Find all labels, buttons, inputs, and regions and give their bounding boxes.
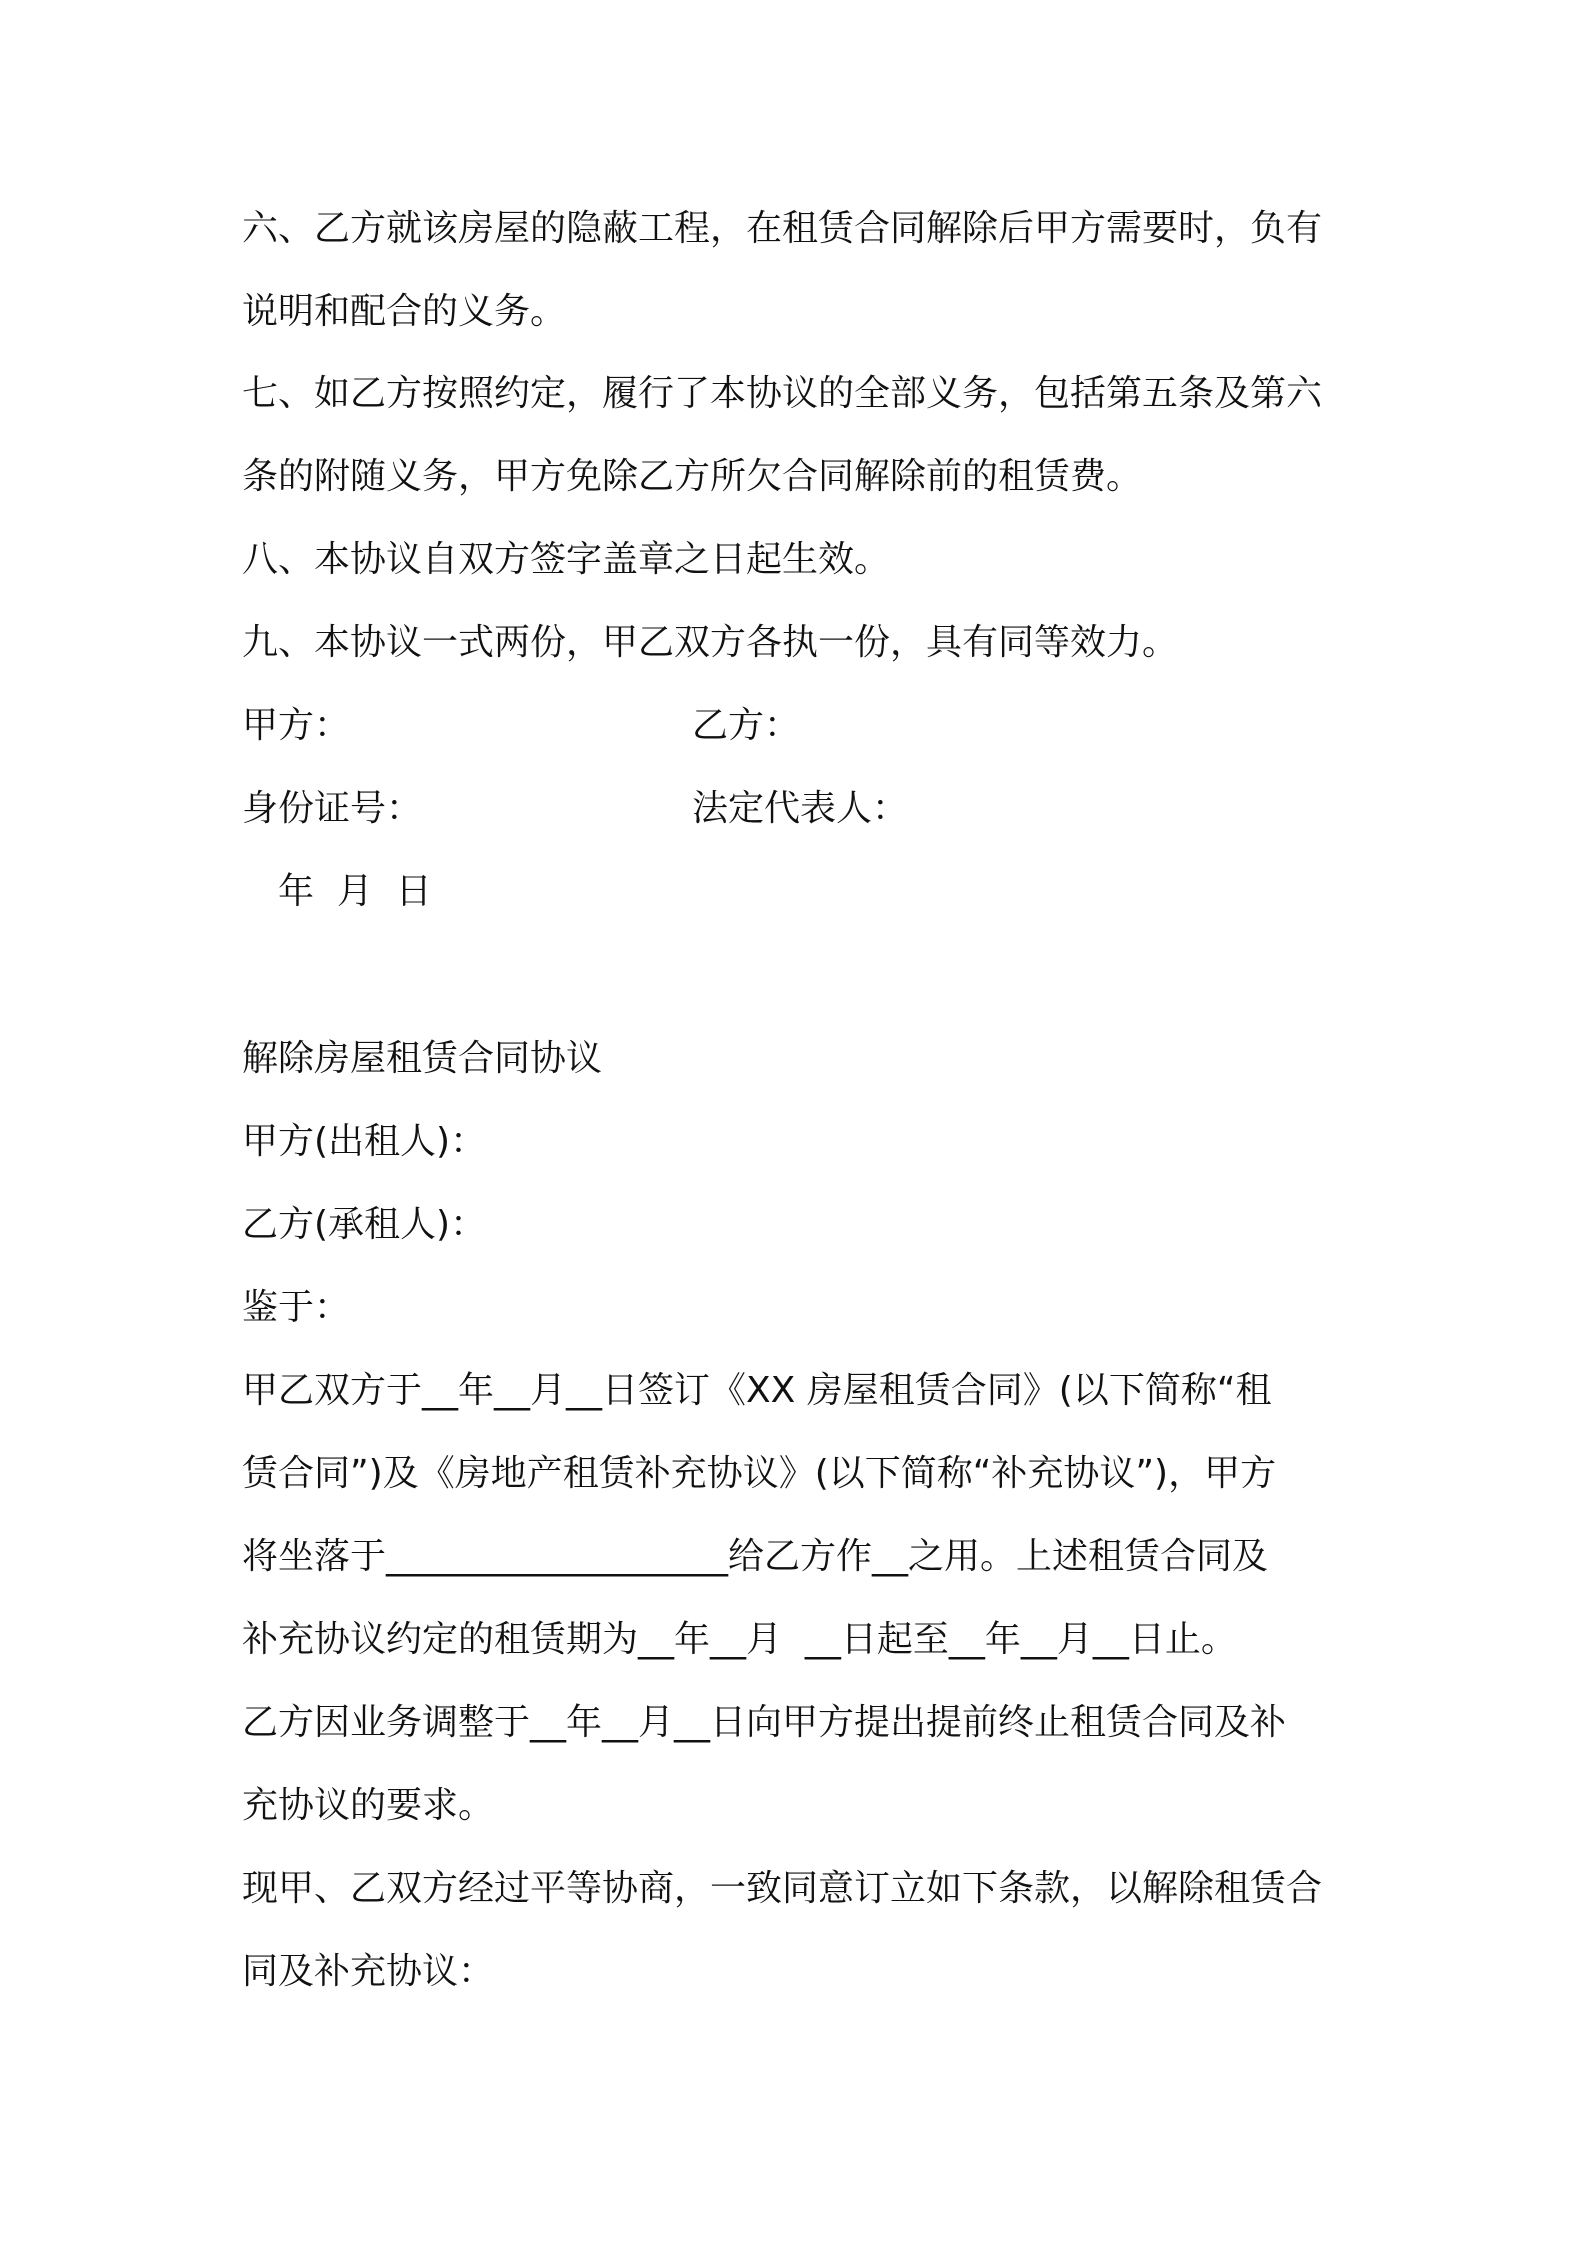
clause-8: 八、本协议自双方签字盖章之日起生效。 — [242, 539, 891, 580]
para-1-line-3: 将坐落于___________________给乙方作__之用。上述租赁合同及 — [242, 1536, 1269, 1577]
para-2-line-2: 充协议的要求。 — [242, 1785, 495, 1826]
party-b-lessee: 乙方(承租人)： — [242, 1204, 487, 1245]
signature-row-ids — [242, 785, 1362, 833]
whereas-heading: 鉴于： — [242, 1287, 351, 1328]
id-number-label: 身份证号： — [242, 788, 423, 829]
para-3-line-1: 现甲、乙双方经过平等协商，一致同意订立如下条款，以解除租赁合 — [242, 1868, 1323, 1909]
para-1-line-4: 补充协议约定的租赁期为__年__月 __日起至__年__月__日止。 — [242, 1619, 1237, 1660]
clause-7-line-1: 七、如乙方按照约定，履行了本协议的全部义务，包括第五条及第六 — [242, 373, 1323, 414]
para-2-line-1: 乙方因业务调整于__年__月__日向甲方提出提前终止租赁合同及补 — [242, 1702, 1287, 1743]
signature-row-parties — [242, 702, 1362, 750]
clause-6-line-2: 说明和配合的义务。 — [242, 291, 567, 332]
party-b-signature-label: 乙方： — [692, 705, 801, 746]
party-a-lessor: 甲方(出租人)： — [242, 1121, 487, 1162]
clause-6-line-1: 六、乙方就该房屋的隐蔽工程，在租赁合同解除后甲方需要时，负有 — [242, 208, 1323, 249]
para-3-line-2: 同及补充协议： — [242, 1951, 495, 1992]
clause-9: 九、本协议一式两份，甲乙双方各执一份，具有同等效力。 — [242, 622, 1179, 663]
para-1-line-2: 赁合同”)及《房地产租赁补充协议》(以下简称“补充协议”)，甲方 — [242, 1453, 1277, 1494]
agreement-title: 解除房屋租赁合同协议 — [242, 1038, 603, 1079]
legal-representative-label: 法定代表人： — [692, 788, 909, 829]
clause-7-line-2: 条的附随义务，甲方免除乙方所欠合同解除前的租赁费。 — [242, 456, 1143, 497]
para-1-line-1: 甲乙双方于__年__月__日签订《XX 房屋租赁合同》(以下简称“租 — [242, 1370, 1272, 1411]
party-a-signature-label: 甲方： — [242, 705, 351, 746]
signature-date-line: 年 月 日 — [278, 871, 432, 912]
